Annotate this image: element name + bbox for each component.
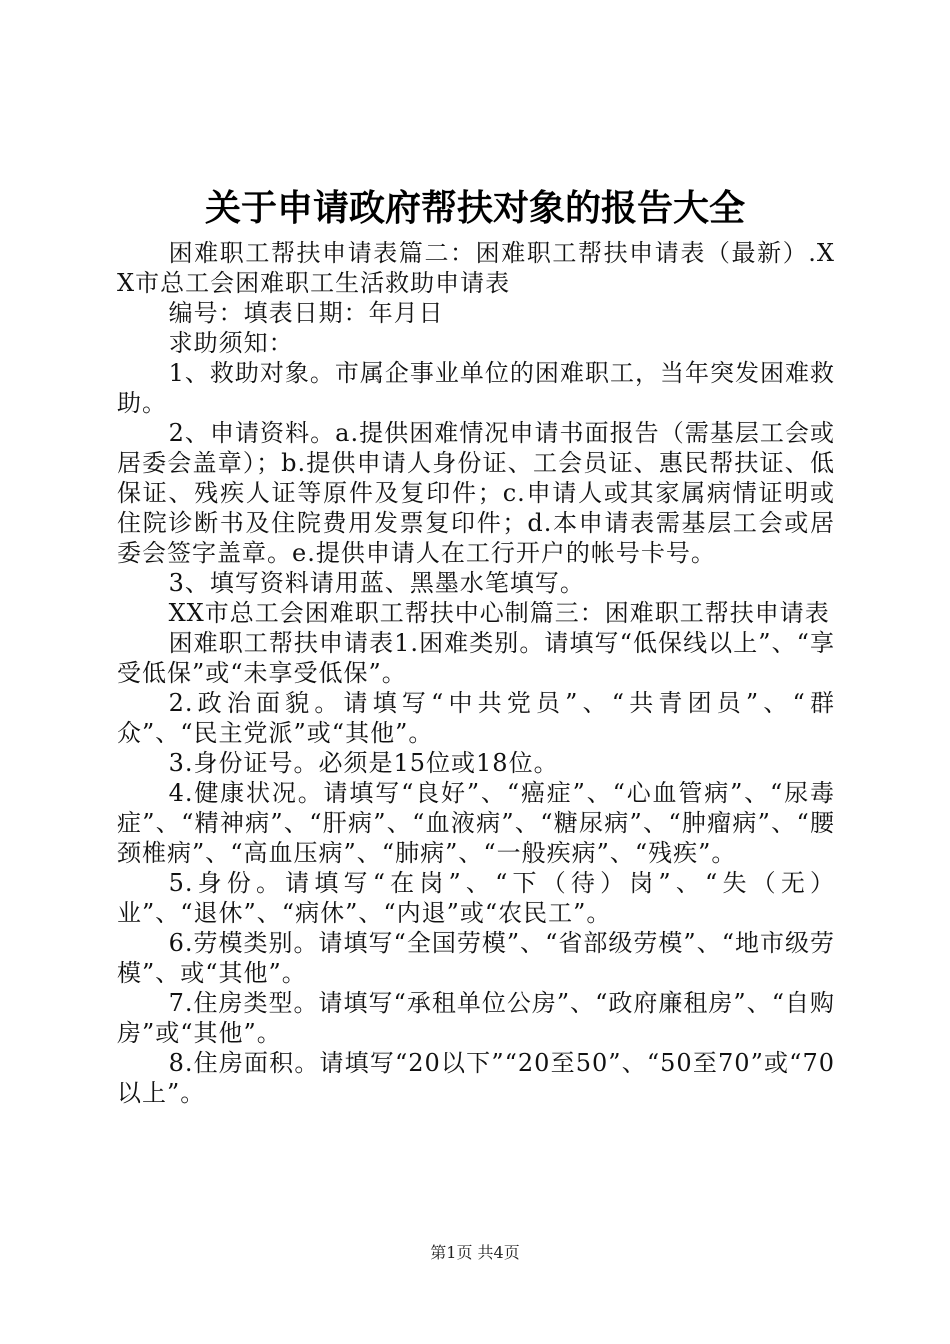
paragraph-item-2: 2、申请资料。a.提供困难情况申请书面报告（需基层工会或居委会盖章）；b.提供申请人身份证、工会员证、惠民帮扶证、低保证、残疾人证等原件及复印件；c.申请人或其家属病情证明或住院诊断书及住院费用发票复印件；d.本申请表需基层工会或居委会签字盖章。e.提供申请人在工行开户的帐号卡号。 [117, 419, 835, 567]
paragraph-id-number: 3.身份证号。必须是15位或18位。 [168, 749, 559, 777]
paragraph-difficulty-type: 困难职工帮扶申请表1.困难类别。请填写“低保线以上”、“享受低保”或“未享受低保”。 [117, 629, 835, 687]
paragraph-item-3: 3、填写资料请用蓝、黑墨水笔填写。 [168, 569, 585, 597]
paragraph-section-three: XX市总工会困难职工帮扶中心制篇三：困难职工帮扶申请表 [168, 599, 830, 627]
paragraph-model-worker: 6.劳模类别。请填写“全国劳模”、“省部级劳模”、“地市级劳模”、或“其他”。 [117, 929, 835, 987]
paragraph-housing-area: 8.住房面积。请填写“20以下”“20至50”、“50至70”或“70以上”。 [117, 1049, 835, 1107]
document-title: 关于申请政府帮扶对象的报告大全 [204, 187, 745, 229]
paragraph-identity: 5.身份。请填写“在岗”、“下（待）岗”、“失（无）业”、“退休”、“病休”、“内退”或“农民工”。 [117, 869, 835, 927]
paragraph-item-1: 1、救助对象。市属企事业单位的困难职工，当年突发困难救助。 [117, 359, 835, 417]
page-footer: 第1页 共4页 [430, 1243, 520, 1262]
paragraph-housing-type: 7.住房类型。请填写“承租单位公房”、“政府廉租房”、“自购房”或“其他”。 [117, 989, 835, 1047]
paragraph-political-status: 2.政治面貌。请填写“中共党员”、“共青团员”、“群众”、“民主党派”或“其他”。 [117, 689, 835, 747]
paragraph-help-notice: 求助须知： [168, 329, 294, 357]
paragraph-health-status: 4.健康状况。请填写“良好”、“癌症”、“心血管病”、“尿毒症”、“精神病”、“肝病”、“血液病”、“糖尿病”、“肿瘤病”、“腰颈椎病”、“高血压病”、“肺病”、“一般疾病”、“残疾”。 [117, 779, 835, 867]
paragraph-form-number: 编号：填表日期：年月日 [168, 299, 444, 327]
document-body [117, 238, 835, 1108]
paragraph-intro: 困难职工帮扶申请表篇二：困难职工帮扶申请表（最新）.XX市总工会困难职工生活救助申请表 [117, 239, 835, 297]
